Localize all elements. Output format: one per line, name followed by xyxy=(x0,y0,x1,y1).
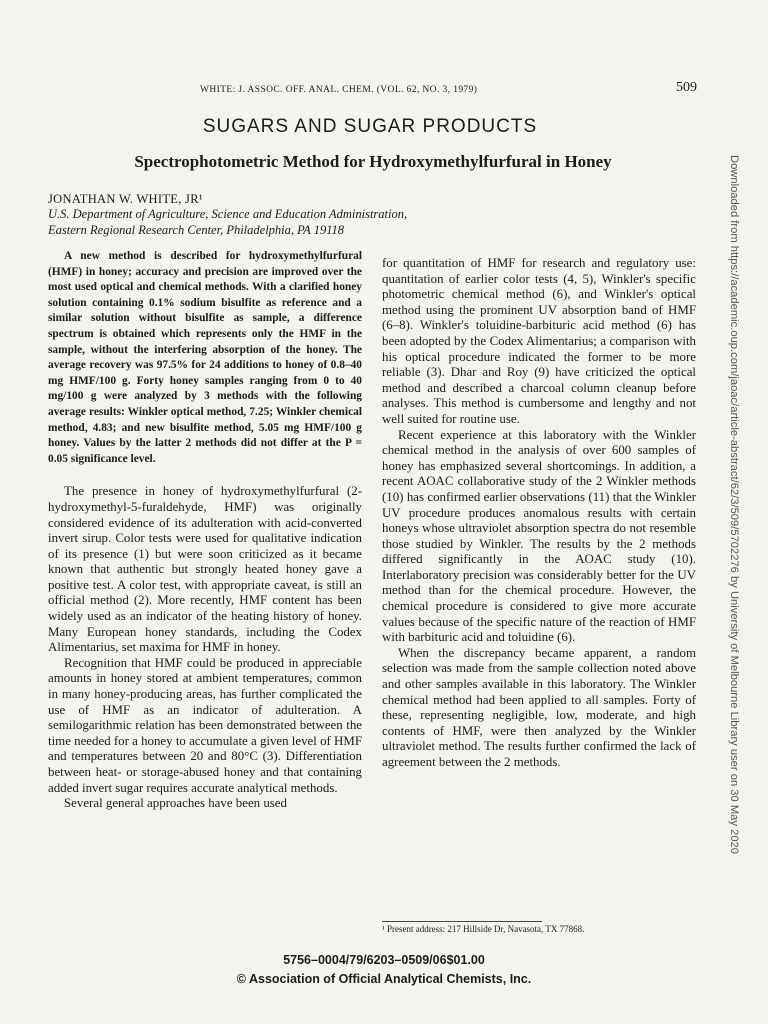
abstract: A new method is described for hydroxymethylfurfural (HMF) in honey; accuracy and precision are improved over the most used optical and chemical methods. With a clarified honey solution containing 0.1% sodium bisulfite as reference and a similar solution without bisulfite as sample, a difference spectrum is obtained which represents only the HMF in the sample, without the interfering absorption of the honey. The average recovery was 97.5% for 24 additions to honey of 0.8–40 mg HMF/100 g. Forty honey samples ranging from 0 to 40 mg/100 g were analyzed by 3 methods with the following average results: Winkler optical method, 7.25; Winkler chemical method, 4.83; and new bisulfite method, 5.05 mg HMF/100 g honey. Values by the latter 2 methods did not differ at the P = 0.05 significance level. xyxy=(48,250,362,465)
body-paragraph-2: Recognition that HMF could be produced in appreciable amounts in honey stored at ambient temperatures, common in many honey-producing areas, has further complicated the use of HMF as an indicator of adulteration. A semilogarithmic relation has been demonstrated between the time needed for a honey to accumulate a given level of HMF and temperatures between 20 and 80°C (3). Differentiation between heat- or storage-abused honey and that containing added invert sugar requires accurate analytical methods. xyxy=(48,655,362,795)
body-paragraph-3: Several general approaches have been used xyxy=(64,796,287,811)
article-code: 5756–0004/79/6203–0509/06$01.00 xyxy=(283,953,485,967)
author-affiliation-line1: U.S. Department of Agriculture, Science and Education Administration, xyxy=(48,207,408,221)
body-paragraph-1: The presence in honey of hydroxymethylfurfural (2-hydroxymethyl-5-furaldehyde, HMF) was originally considered evidence of its adulteration with acid-converted invert sirup. Color tests were used for qualitative indication of its presence (1) but were soon criticized as it became known that authentic but strongly heated honey gave a positive test. A color test, with appropriate caveat, is still an official method (2). More recently, HMF content has been widely used as an indicator of the heating history of honey. Many European honey standards, including the Codex Alimentarius, set maxima for HMF in honey. xyxy=(48,484,362,655)
left-column xyxy=(48,249,362,812)
body-paragraph-4: for quantitation of HMF for research and regulatory use: quantitation of earlier color tests (4, 5), Winkler's specific photometric chemical method (6), and Winkler's optical method using the prominent UV absorption band of HMF (6–8). Winkler's toluidine-barbituric acid method (6) has been adopted by the Codex Alimentarius; a comparison with his optical procedure indicated the former to be more reliable (3). Dhar and Roy (9) have criticized the optical method and described a charcoal column cleanup before analyses. This method is cumbersome and lengthy and not well suited for routine use. xyxy=(382,256,696,426)
footnote: ¹ Present address: 217 Hillside Dr, Navasota, TX 77868. xyxy=(382,924,585,934)
download-watermark: Downloaded from https://academic.oup.com/jaoac/article-abstract/62/3/509/5702276 by University of Melbourne Library user on 30 May 2020 xyxy=(728,155,740,854)
page-number: 509 xyxy=(676,80,697,95)
footnote-divider xyxy=(382,921,542,922)
author-affiliation-line2: Eastern Regional Research Center, Philadelphia, PA 19118 xyxy=(48,223,345,237)
right-column xyxy=(382,256,696,771)
body-paragraph-6: When the discrepancy became apparent, a random selection was made from the sample collection noted above and other samples available in this laboratory. The Winkler chemical method had been applied to all samples. Forty of these, representing negligible, low, moderate, and high contents of HMF, were then analyzed by the Winkler ultraviolet method. The results further confirmed the lack of agreement between the 2 methods. xyxy=(382,645,696,769)
author-name: JONATHAN W. WHITE, JR¹ xyxy=(48,192,203,206)
section-title: SUGARS AND SUGAR PRODUCTS xyxy=(202,116,538,137)
copyright-notice: © Association of Official Analytical Chemists, Inc. xyxy=(236,972,532,986)
body-paragraph-5: Recent experience at this laboratory with the Winkler chemical method in the analysis of over 600 samples of honey has emphasized several shortcomings. In addition, a recent AOAC collaborative study of the 2 Winkler methods (10) has confirmed earlier observations (11) that the Winkler UV procedure produces anomalous results with certain honeys whose ultraviolet absorption spectra do not resemble those studied by Winkler. The results by the 2 methods differed significantly in the AOAC study (10). Interlaboratory precision was considerably better for the UV method than for the chemical procedure. However, the chemical procedure is considered to give more accurate values because of the specific nature of the reaction of HMF with barbituric acid and toluidine (6). xyxy=(382,427,696,645)
running-head: WHITE: J. ASSOC. OFF. ANAL. CHEM. (VOL. 62, NO. 3, 1979) xyxy=(200,85,478,95)
article-title: Spectrophotometric Method for Hydroxymethylfurfural in Honey xyxy=(134,152,612,171)
